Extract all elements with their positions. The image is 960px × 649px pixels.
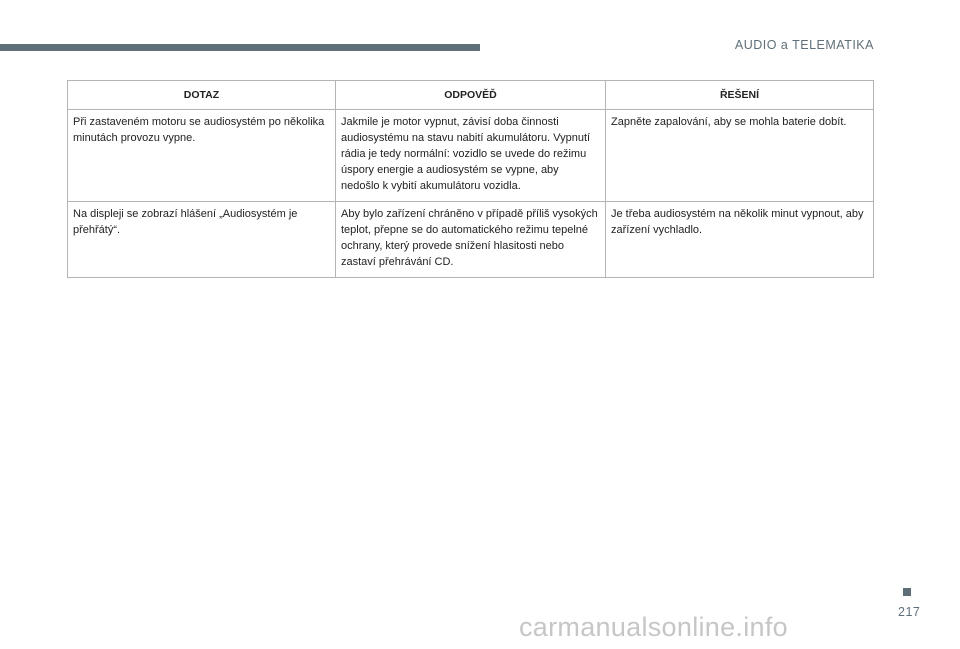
solution-cell: Je třeba audiosystém na několik minut vypnout, aby zařízení vychladlo. bbox=[606, 202, 874, 278]
column-header-answer: ODPOVĚĎ bbox=[336, 81, 606, 110]
solution-cell: Zapněte zapalování, aby se mohla baterie dobít. bbox=[606, 110, 874, 202]
answer-cell: Aby bylo zařízení chráněno v případě příliš vysokých teplot, přepne se do automatického režimu tepelné ochrany, který provede snížení hlasitosti nebo zastaví přehrávání CD. bbox=[336, 202, 606, 278]
answer-cell: Jakmile je motor vypnut, závisí doba činnosti audiosystému na stavu nabití akumulátoru. Vypnutí rádia je tedy normální: vozidlo se uvede do režimu úspory energie a audiosystém se vypne, aby nedošlo k vybití akumulátoru vozidla. bbox=[336, 110, 606, 202]
question-cell: Při zastaveném motoru se audiosystém po několika minutách provozu vypne. bbox=[68, 110, 336, 202]
question-cell: Na displeji se zobrazí hlášení „Audiosystém je přehřátý“. bbox=[68, 202, 336, 278]
page-corner-mark bbox=[903, 588, 911, 596]
table-row bbox=[68, 202, 874, 278]
section-title: AUDIO a TELEMATIKA bbox=[734, 38, 874, 52]
header-accent-bar bbox=[0, 44, 480, 51]
column-header-question: DOTAZ bbox=[68, 81, 336, 110]
faq-table bbox=[67, 80, 874, 278]
table-row bbox=[68, 110, 874, 202]
table-header-row bbox=[68, 81, 874, 110]
page-number: 217 bbox=[898, 605, 921, 619]
watermark: carmanualsonline.info bbox=[519, 612, 788, 642]
column-header-solution: ŘEŠENÍ bbox=[606, 81, 874, 110]
